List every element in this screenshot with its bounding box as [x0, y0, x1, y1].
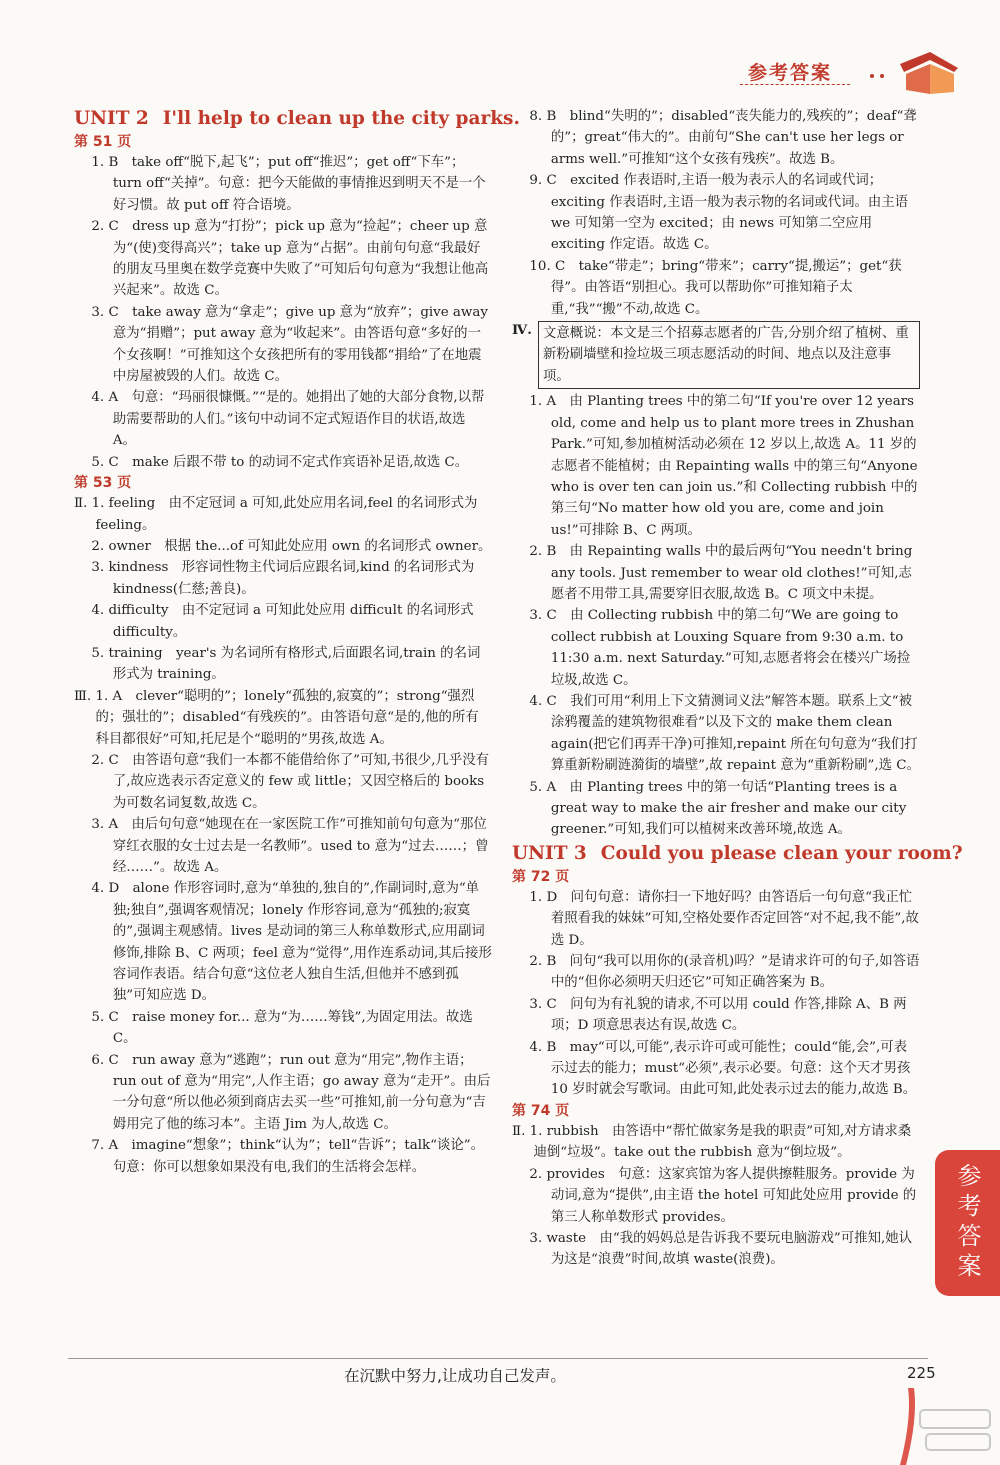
answer-item: 2. provides 句意：这家宾馆为客人提供擦鞋服务。provide 为动词,意为“提供”,由主语 the hotel 可知此处应用 provide 的第三人称单数形式 provides。	[529, 1166, 917, 1225]
unit-heading: Could you please clean your room?	[600, 842, 963, 864]
answer-item: 4. C 我们可用“利用上下文猜测词义法”解答本题。联系上文“被涂鸦覆盖的建筑物很难看”以及下文的 make them clean again(把它们再弄干净)可推知,repaint 所在句句意为“我们打算重新粉刷涟漪街的墙壁”,故 repaint 意为“重新粉刷”,选 C。	[529, 693, 920, 774]
answer-item: 1. A 由 Planting trees 中的第二句“If you're over 12 years old, come and help us to plant more trees in Zhushan Park.”可知,参加植树活动必须在 12 岁以上,故选 A。11 岁的志愿者不能植树；由 Repainting walls 中的第三句“Anyone who is over ten can join us.”和 Collecting rubbish 中的第三句“No matter how old you are, come and join us!”可排除 B、C 两项。	[529, 394, 918, 538]
answer-item: 3. C 由 Collecting rubbish 中的第二句“We are going to collect rubbish at Louxing Square from 9:30 a.m. to 11:30 a.m. next Saturday.”可知,志愿者将会在楼兴广场捡垃圾,故选 C。	[529, 608, 911, 688]
answer-item: 1. D 问句句意：请你扫一下地好吗？由答语后一句句意“我正忙着照看我的妹妹”可知,空格处要作否定回答“对不起,我不能”,故选 D。	[529, 889, 919, 948]
answer-item: 5. C make 后跟不带 to 的动词不定式作宾语补足语,故选 C。	[91, 454, 469, 470]
footer-motto: 在沉默中努力,让成功自己发声。	[344, 1367, 566, 1385]
header-label: 参考答案	[748, 62, 833, 84]
answer-item: 9. C excited 作表语时,主语一般为表示人的名词或代词；exciting 作表语时,主语一般为表示物的名词或代词。由主语 we 可知第一空为 excited；由 news 可知第二空应用 exciting 作定语。故选 C。	[529, 173, 909, 253]
answer-item: 4. A 句意：“玛丽很慷慨。”“是的。她捐出了她的大部分食物,以帮助需要帮助的人们。”该句中动词不定式短语作目的状语,故选 A。	[91, 390, 485, 449]
answer-item: 3. C take away 意为“拿走”；give up 意为“放弃”；give away 意为“捐赠”；put away 意为“收起来”。由答语句意“多好的一个女孩啊！”可推知这个女孩把所有的零用钱都“捐给”了在地震中房屋被毁的人们。故选 C。	[91, 304, 488, 385]
answer-item: 8. B blind“失明的”；disabled“丧失能力的,残疾的”；deaf“聋的”；great“伟大的”。由前句“She can't use her legs or arms well.”可推知“这个女孩有残疾”。故选 B。	[529, 109, 917, 167]
summary-box: 文意概说：本文是三个招募志愿者的广告,分别介绍了植树、重新粉刷墙壁和捡垃圾三项志愿活动的时间、地点以及注意事项。	[538, 321, 920, 389]
side-tab-label: 参考答案	[953, 1163, 981, 1283]
answer-item: 7. A imagine“想象”；think“认为”；tell“告诉”；talk“谈论”。句意：你可以想象如果没有电,我们的生活将会怎样。	[91, 1138, 484, 1175]
answer-item: 4. B may“可以,可能”,表示许可或可能性；could“能,会”,可表示过去的能力；must“必须”,表示必要。句意：这个天才男孩 10 岁时就会写歌词。由此可知,此处表示过去的能力,故选 B。	[529, 1039, 917, 1098]
page-ref-72: 第 72 页	[512, 868, 570, 885]
page-ref-53: 第 53 页	[74, 475, 132, 492]
answer-item: Ⅱ. 1. feeling 由不定冠词 a 可知,此处应用名词,feel 的名词形式为 feeling。	[74, 496, 478, 533]
answer-item: 3. kindness 形容词性物主代词后应跟名词,kind 的名词形式为 kindness(仁慈;善良)。	[91, 560, 475, 597]
right-column	[512, 106, 963, 1271]
answer-item: 10. C take“带走”；bring“带来”；carry“提,搬运”；get“获得”。由答语“别担心。我可以帮助你”可推知箱子太重,“我”“搬”不动,故选 C。	[529, 258, 902, 317]
unit-number: UNIT 3	[512, 842, 587, 864]
answer-item: 3. C 问句为有礼貌的请求,不可以用 could 作答,排除 A、B 两项；D 项意思表达有误,故选 C。	[529, 996, 907, 1034]
answer-item: 3. A 由后句句意“她现在在一家医院工作”可推知前句句意为“那位穿红衣服的女士过去是一名教师”。used to 意为“过去……；曾经……”。故选 A。	[91, 817, 489, 875]
answer-item: 5. training year's 为名词所有格形式,后面跟名词,train 的名词形式为 training。	[91, 645, 481, 683]
left-column	[74, 106, 520, 1178]
answer-item: 1. B take off“脱下,起飞”；put off“推迟”；get off“下车”；turn off“关掉”。句意：把今天能做的事情推迟到明天不是一个好习惯。故 put off 符合语境。	[91, 155, 486, 213]
watermark-logo-icon	[830, 1388, 1000, 1465]
header-divider	[740, 84, 850, 85]
footer-divider	[68, 1358, 928, 1359]
answer-item: 5. A 由 Planting trees 中的第一句话“Planting trees is a great way to make the air fresher and make our city greener.”可知,我们可以植树来改善环境,故选 A。	[529, 779, 907, 838]
page-ref-51: 第 51 页	[74, 134, 132, 150]
answer-item: 2. C 由答语句意“我们一本都不能借给你了”可知,书很少,几乎没有了,故应选表示否定意义的 few 或 little；又因空格后的 books 为可数名词复数,故选 C。	[91, 752, 490, 811]
answer-item: 2. B 问句“我可以用你的(录音机)吗？”是请求许可的句子,如答语中的“但你必须明天归还它”可知正确答案为 B。	[529, 954, 920, 991]
unit-2-title	[74, 106, 520, 132]
unit-number: UNIT 2	[74, 108, 149, 129]
page-ref-74: 第 74 页	[512, 1102, 570, 1119]
page-number: 225	[907, 1364, 936, 1382]
answer-item: 4. difficulty 由不定冠词 a 可知此处应用 difficult 的名词形式 difficulty。	[91, 603, 474, 640]
answer-item: 6. C run away 意为“逃跑”；run out 意为“用完”,物作主语；run out of 意为“用完”,人作主语；go away 意为“走开”。由后一分句意“所以他必须到商店去买一些”可推知,前一分句意为“吉姆用完了他的练习本”。主语 Jim 为人,故选 C。	[91, 1052, 491, 1132]
side-tab	[935, 1150, 1000, 1296]
answer-item: Ⅲ. 1. A clever“聪明的”；lonely“孤独的,寂寞的”；strong“强烈的；强壮的”；disabled“有残疾的”。由答语句意“是的,他的所有科目都很好”可知,托尼是个“聪明的”男孩,故选 A。	[74, 688, 479, 747]
unit-heading: I'll help to clean up the city parks.	[162, 108, 520, 129]
unit-3-title	[512, 841, 963, 867]
answer-item: 5. C raise money for... 意为“为……筹钱”,为固定用法。故选 C。	[91, 1009, 473, 1047]
answer-item: Ⅱ. 1. rubbish 由答语中“帮忙做家务是我的职责”可知,对方请求桑迪倒“垃圾”。take out the rubbish 意为“倒垃圾”。	[512, 1123, 912, 1161]
answer-item: 2. owner 根据 the...of 可知此处应用 own 的名词形式 owner。	[91, 538, 492, 554]
answer-item: 2. C dress up 意为“打扮”；pick up 意为“捡起”；cheer up 意为“(使)变得高兴”；take up 意为“占据”。由前句句意“我最好的朋友马里奥在数学竞赛中失败了”可知后句句意为“我想让他高兴起来”。故选 C。	[91, 219, 489, 299]
answer-item: 4. D alone 作形容词时,意为“单独的,独自的”,作副词时,意为“单独;独自”,强调客观情况；lonely 作形容词,意为“孤独的;寂寞的”,强调主观感情。lives 是动词的第三人称单数形式,应用副词修饰,排除 B、C 两项；feel 意为“觉得”,用作连系动词,其后接形容词作表语。结合句意“这位老人独自生活,但他并不感到孤独”可知应选 D。	[91, 881, 492, 1004]
book-logo-icon	[860, 46, 960, 98]
answer-item: 2. B 由 Repainting walls 中的最后两句“You needn't bring any tools. Just remember to wear old clothes!”可知,志愿者不用带工具,需要穿旧衣服,故选 B。C 项文中未提。	[529, 544, 913, 602]
section-4-label: Ⅳ.	[512, 322, 532, 339]
answer-item: 3. waste 由“我的妈妈总是告诉我不要玩电脑游戏”可推知,她认为这是“浪费”时间,故填 waste(浪费)。	[529, 1230, 912, 1268]
section-4-summary-row	[512, 320, 920, 391]
